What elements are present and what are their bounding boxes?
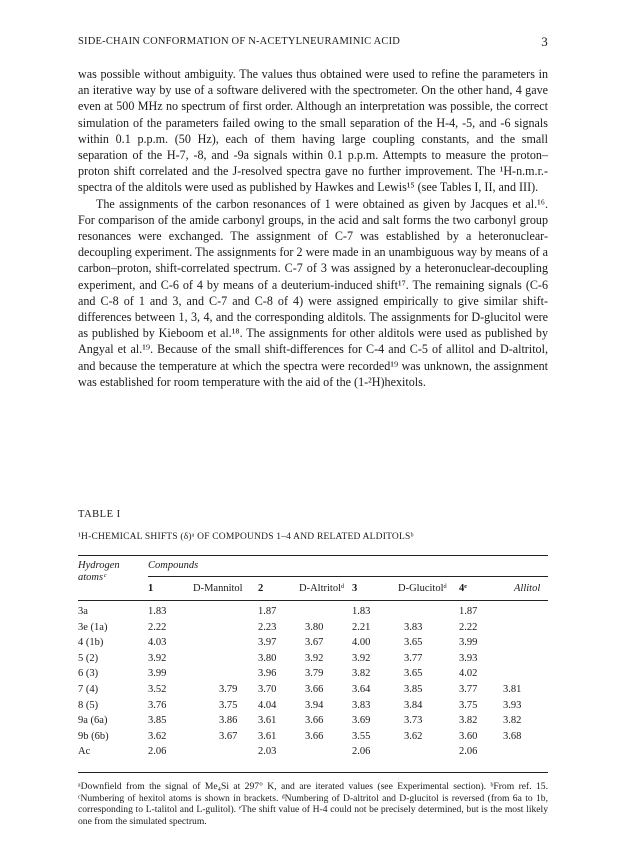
- row-atom: Ac: [78, 746, 91, 758]
- cell-c3: 3.92: [352, 652, 371, 664]
- cell-c1: 3.92: [148, 652, 167, 664]
- row-atom: 4 (1b): [78, 637, 104, 649]
- stub-head-line2: atomsᶜ: [78, 572, 106, 583]
- cell-altritol: 3.66: [305, 730, 324, 742]
- row-atom: 6 (3): [78, 668, 99, 680]
- page-number: 3: [541, 34, 548, 49]
- cell-c2: 2.23: [258, 621, 277, 633]
- cell-c3: 3.69: [352, 715, 371, 727]
- running-header: [78, 34, 548, 50]
- cell-c1: 3.76: [148, 699, 167, 711]
- cell-c2: 1.87: [258, 606, 277, 617]
- cell-mannitol: 3.86: [219, 715, 238, 727]
- table-bottom-rule: [78, 772, 548, 773]
- cell-c3: 3.55: [352, 730, 371, 742]
- spanner-head: Compounds: [148, 560, 199, 571]
- cell-c1: 3.52: [148, 684, 167, 695]
- col-head-1: 1: [148, 583, 154, 594]
- cell-c4: 3.77: [459, 684, 478, 695]
- row-atom: 8 (5): [78, 699, 99, 711]
- table-footnotes: [78, 781, 548, 827]
- cell-c3: 4.00: [352, 637, 371, 649]
- spanner-rule: [148, 576, 548, 577]
- cell-glucitol: 3.84: [404, 699, 423, 711]
- cell-c4: 2.06: [459, 746, 478, 758]
- cell-c4: 3.99: [459, 637, 478, 649]
- cell-glucitol: 3.65: [404, 637, 423, 649]
- cell-c4: 2.22: [459, 621, 478, 633]
- col-head-4: 4ᵉ: [459, 583, 467, 594]
- cell-c4: 3.60: [459, 730, 478, 742]
- cell-c1: 4.03: [148, 637, 167, 649]
- cell-altritol: 3.92: [305, 652, 324, 664]
- cell-c2: 3.96: [258, 668, 277, 680]
- body-text: [78, 66, 548, 390]
- cell-c4: 1.87: [459, 606, 478, 617]
- cell-glucitol: 3.77: [404, 652, 423, 664]
- cell-mannitol: 3.79: [219, 684, 238, 695]
- row-atom: 3a: [78, 606, 88, 617]
- row-atom: 7 (4): [78, 684, 99, 695]
- col-head-3: 3: [352, 583, 358, 594]
- col-head-2: 2: [258, 583, 264, 594]
- footnote-text: ᵃDownfield from the signal of Me₄Si at 297° K, and are iterated values (see Experimental section). ᵇFrom ref. 15. ᶜNumbering of hexitol atoms is shown in brackets. ᵈNumbering of D-altritol and D-glucitol is reversed (from 6a to 1b, corresponding to L-talitol and L-gulitol). ᵉThe shift value of H-4 could not be precisely determined, but is the most likely one from the simulated spectrum.: [78, 781, 548, 827]
- cell-c1: 2.06: [148, 746, 167, 758]
- cell-c2: 3.61: [258, 715, 277, 727]
- cell-glucitol: 3.85: [404, 684, 423, 695]
- table-caption: ¹H-CHEMICAL SHIFTS (δ)ᵃ OF COMPOUNDS 1–4 AND RELATED ALDITOLSᵇ: [78, 532, 414, 542]
- cell-glucitol: 3.73: [404, 715, 423, 727]
- table-label: TABLE I: [78, 509, 121, 520]
- cell-glucitol: 3.83: [404, 621, 423, 633]
- paragraph-1: was possible without ambiguity. The values thus obtained were used to refine the parameters in an iterative way by use of a software delivered with the spectrometer. On the other hand, 4 gave even at 500 MHz no spectrum of first order. Although an interpretation was possible, the correct simulation of the parameters failed owing to the small separation of the H-4, -5, and -6 signals within 0.1 p.p.m. (50 Hz), each of them having large coupling constants, and the small separation of the H-7, -8, and -9a signals within 0.1 p.p.m. Attempts to measure the proton–proton shift correlated and the J-resolved spectra gave no further improvement. The ¹H-n.m.r.-spectra of the alditols were used as published by Hawkes and Lewis¹⁵ (see Tables I, II, and III).: [78, 67, 548, 195]
- cell-c1: 1.83: [148, 606, 167, 617]
- cell-allitol: 3.93: [503, 699, 522, 711]
- cell-allitol: 3.82: [503, 715, 522, 727]
- cell-altritol: 3.79: [305, 668, 324, 680]
- cell-c2: 3.70: [258, 684, 277, 695]
- cell-altritol: 3.66: [305, 684, 324, 695]
- cell-allitol: 3.68: [503, 730, 522, 742]
- cell-c2: 3.80: [258, 652, 277, 664]
- cell-c4: 3.93: [459, 652, 478, 664]
- cell-c3: 2.06: [352, 746, 371, 758]
- row-atom: 9a (6a): [78, 715, 108, 727]
- table-top-rule: [78, 555, 548, 556]
- cell-c3: 3.64: [352, 684, 371, 695]
- cell-c2: 3.61: [258, 730, 277, 742]
- cell-c4: 4.02: [459, 668, 478, 680]
- row-atom: 5 (2): [78, 652, 99, 664]
- cell-c2: 2.03: [258, 746, 277, 758]
- row-atom: 9b (6b): [78, 730, 109, 742]
- cell-allitol: 3.81: [503, 684, 522, 695]
- cell-c4: 3.75: [459, 699, 478, 711]
- col-head-altritol: D-Altritolᵈ: [299, 583, 345, 594]
- col-head-mannitol: D-Mannitol: [193, 583, 243, 594]
- cell-c3: 2.21: [352, 621, 371, 633]
- running-title: SIDE-CHAIN CONFORMATION OF N-ACETYLNEURAMINIC ACID: [78, 36, 401, 47]
- stub-head: Hydrogen: [78, 560, 120, 571]
- cell-altritol: 3.80: [305, 621, 324, 633]
- cell-c1: 2.22: [148, 621, 167, 633]
- cell-c1: 3.99: [148, 668, 167, 680]
- cell-mannitol: 3.67: [219, 730, 238, 742]
- cell-altritol: 3.66: [305, 715, 324, 727]
- header-bottom-rule: [78, 600, 548, 601]
- row-atom: 3e (1a): [78, 621, 108, 633]
- cell-glucitol: 3.62: [404, 730, 423, 742]
- col-head-allitol: Allitol: [514, 583, 541, 594]
- cell-mannitol: 3.75: [219, 699, 238, 711]
- cell-c2: 4.04: [258, 699, 277, 711]
- cell-c3: 1.83: [352, 606, 371, 617]
- cell-c3: 3.82: [352, 668, 371, 680]
- cell-glucitol: 3.65: [404, 668, 423, 680]
- cell-c3: 3.83: [352, 699, 371, 711]
- cell-c4: 3.82: [459, 715, 478, 727]
- paragraph-2: The assignments of the carbon resonances of 1 were obtained as given by Jacques et al.¹⁶. For comparison of the amide carbonyl groups, in the acid and salt forms the two carbonyl group resonances were exchanged. The assignment of C-7 was established by a heteronuclear-decoupling experiment. The assignments for 2 were made in an unambiguous way by means of a carbon–proton, shift-correlated spectrum. C-7 of 3 was assigned by a heteronuclear-decoupling experiment, and C-6 of 4 by means of a deuterium-induced shift¹⁷. The remaining signals (C-6 and C-8 of 1 and 3, and C-7 and C-8 of 4) were assigned empirically to give similar shift-differences between 1, 3, 4, and the corresponding alditols. The assignments for D-glucitol were as published by Kieboom et al.¹⁸. The assignments for other alditols were used as published by Angyal et al.¹⁹. Because of the small shift-differences for C-4 and C-5 of allitol and D-altritol, and because the temperature at which the spectra were recorded¹⁹ was unknown, the assignment was established for room temperature with the aid of the (1-²H)hexitols.: [78, 196, 548, 389]
- cell-c1: 3.62: [148, 730, 167, 742]
- cell-c1: 3.85: [148, 715, 167, 727]
- cell-c2: 3.97: [258, 637, 277, 649]
- cell-altritol: 3.67: [305, 637, 324, 649]
- cell-altritol: 3.94: [305, 699, 324, 711]
- col-head-glucitol: D-Glucitolᵈ: [398, 583, 447, 594]
